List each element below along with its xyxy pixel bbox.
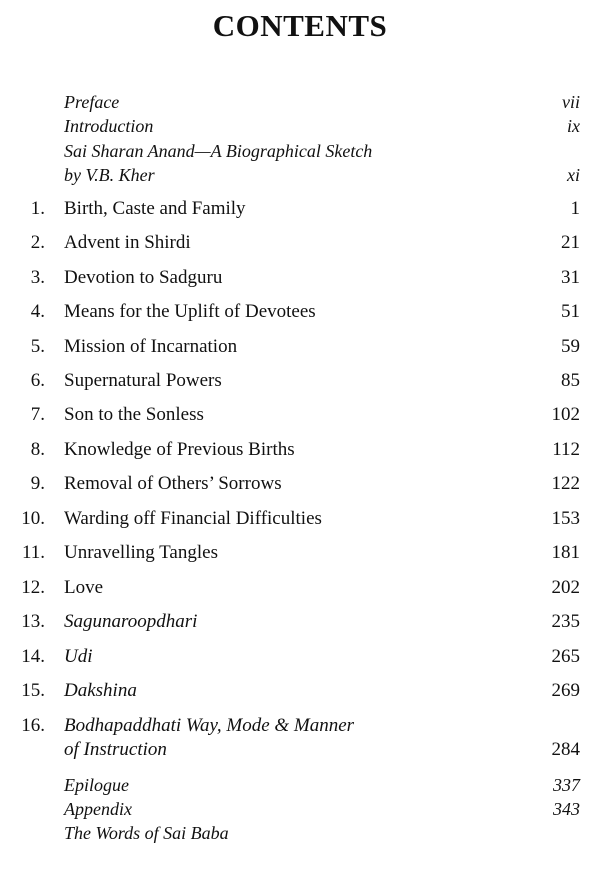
toc-entry-title-line2: by V.B. Kher xyxy=(64,165,155,185)
chapter-title: Udi xyxy=(64,646,93,667)
chapter-title-line2: of Instruction xyxy=(64,739,167,760)
chapter-title: Knowledge of Previous Births xyxy=(64,439,295,460)
chapter-title: Bodhapaddhati Way, Mode & Manner xyxy=(64,715,355,736)
toc-entry-title: Introduction xyxy=(64,116,154,136)
chapter-page: 31 xyxy=(561,267,580,288)
chapter-number: 9. xyxy=(30,473,45,494)
chapter-page: 284 xyxy=(551,739,580,760)
chapter-number: 16. xyxy=(21,715,45,736)
toc-entry-page: 343 xyxy=(553,799,580,819)
chapter-title: Means for the Uplift of Devotees xyxy=(64,301,316,322)
chapter-number: 1. xyxy=(30,198,45,219)
chapter-number: 14. xyxy=(21,646,45,667)
chapter-page: 181 xyxy=(551,542,580,563)
toc-entry-title: Preface xyxy=(64,92,120,112)
chapter-number: 3. xyxy=(30,267,45,288)
chapter-title: Warding off Financial Difficulties xyxy=(64,508,322,529)
chapter-title: Mission of Incarnation xyxy=(64,336,238,357)
chapter-number: 2. xyxy=(30,232,45,253)
toc-entry-page: xi xyxy=(567,165,580,185)
page-title: CONTENTS xyxy=(212,8,388,43)
chapter-title: Unravelling Tangles xyxy=(64,542,218,563)
toc-entry-page: 337 xyxy=(553,775,580,795)
chapter-page: 21 xyxy=(561,232,580,253)
chapter-title: Son to the Sonless xyxy=(64,404,204,425)
chapter-page: 202 xyxy=(551,577,580,598)
toc-entry-page: ix xyxy=(567,116,580,136)
chapter-number: 6. xyxy=(30,370,45,391)
chapter-page: 269 xyxy=(551,680,580,701)
chapter-title: Devotion to Sadguru xyxy=(64,267,223,288)
chapter-page: 102 xyxy=(551,404,580,425)
chapter-title: Dakshina xyxy=(64,680,137,701)
chapter-page: 1 xyxy=(570,198,580,219)
chapter-number: 13. xyxy=(21,611,45,632)
chapter-page: 235 xyxy=(551,611,580,632)
chapter-number: 11. xyxy=(21,542,45,563)
chapter-number: 7. xyxy=(30,404,45,425)
chapter-page: 153 xyxy=(551,508,580,529)
chapter-number: 4. xyxy=(30,301,45,322)
chapter-title: Advent in Shirdi xyxy=(64,232,191,253)
chapter-page: 122 xyxy=(551,473,580,494)
chapter-title: Removal of Others’ Sorrows xyxy=(64,473,282,494)
toc-entry-title: Epilogue xyxy=(64,775,129,795)
chapter-page: 85 xyxy=(561,370,580,391)
chapter-page: 112 xyxy=(552,439,580,460)
chapter-number: 8. xyxy=(30,439,45,460)
chapter-number: 5. xyxy=(30,336,45,357)
toc-entry-title: The Words of Sai Baba xyxy=(64,823,229,843)
chapter-title: Sagunaroopdhari xyxy=(64,611,198,632)
chapter-title: Supernatural Powers xyxy=(64,370,222,391)
chapter-title: Birth, Caste and Family xyxy=(64,198,246,219)
chapter-number: 12. xyxy=(21,577,45,598)
chapter-page: 51 xyxy=(561,301,580,322)
toc-entry-title: Sai Sharan Anand—A Biographical Sketch xyxy=(64,141,373,161)
chapter-number: 10. xyxy=(21,508,45,529)
toc-entry-title: Appendix xyxy=(64,799,132,819)
chapter-number: 15. xyxy=(21,680,45,701)
chapter-page: 59 xyxy=(561,336,580,357)
toc-entry-page: vii xyxy=(562,92,580,112)
chapter-page: 265 xyxy=(551,646,580,667)
chapter-title: Love xyxy=(64,577,104,598)
